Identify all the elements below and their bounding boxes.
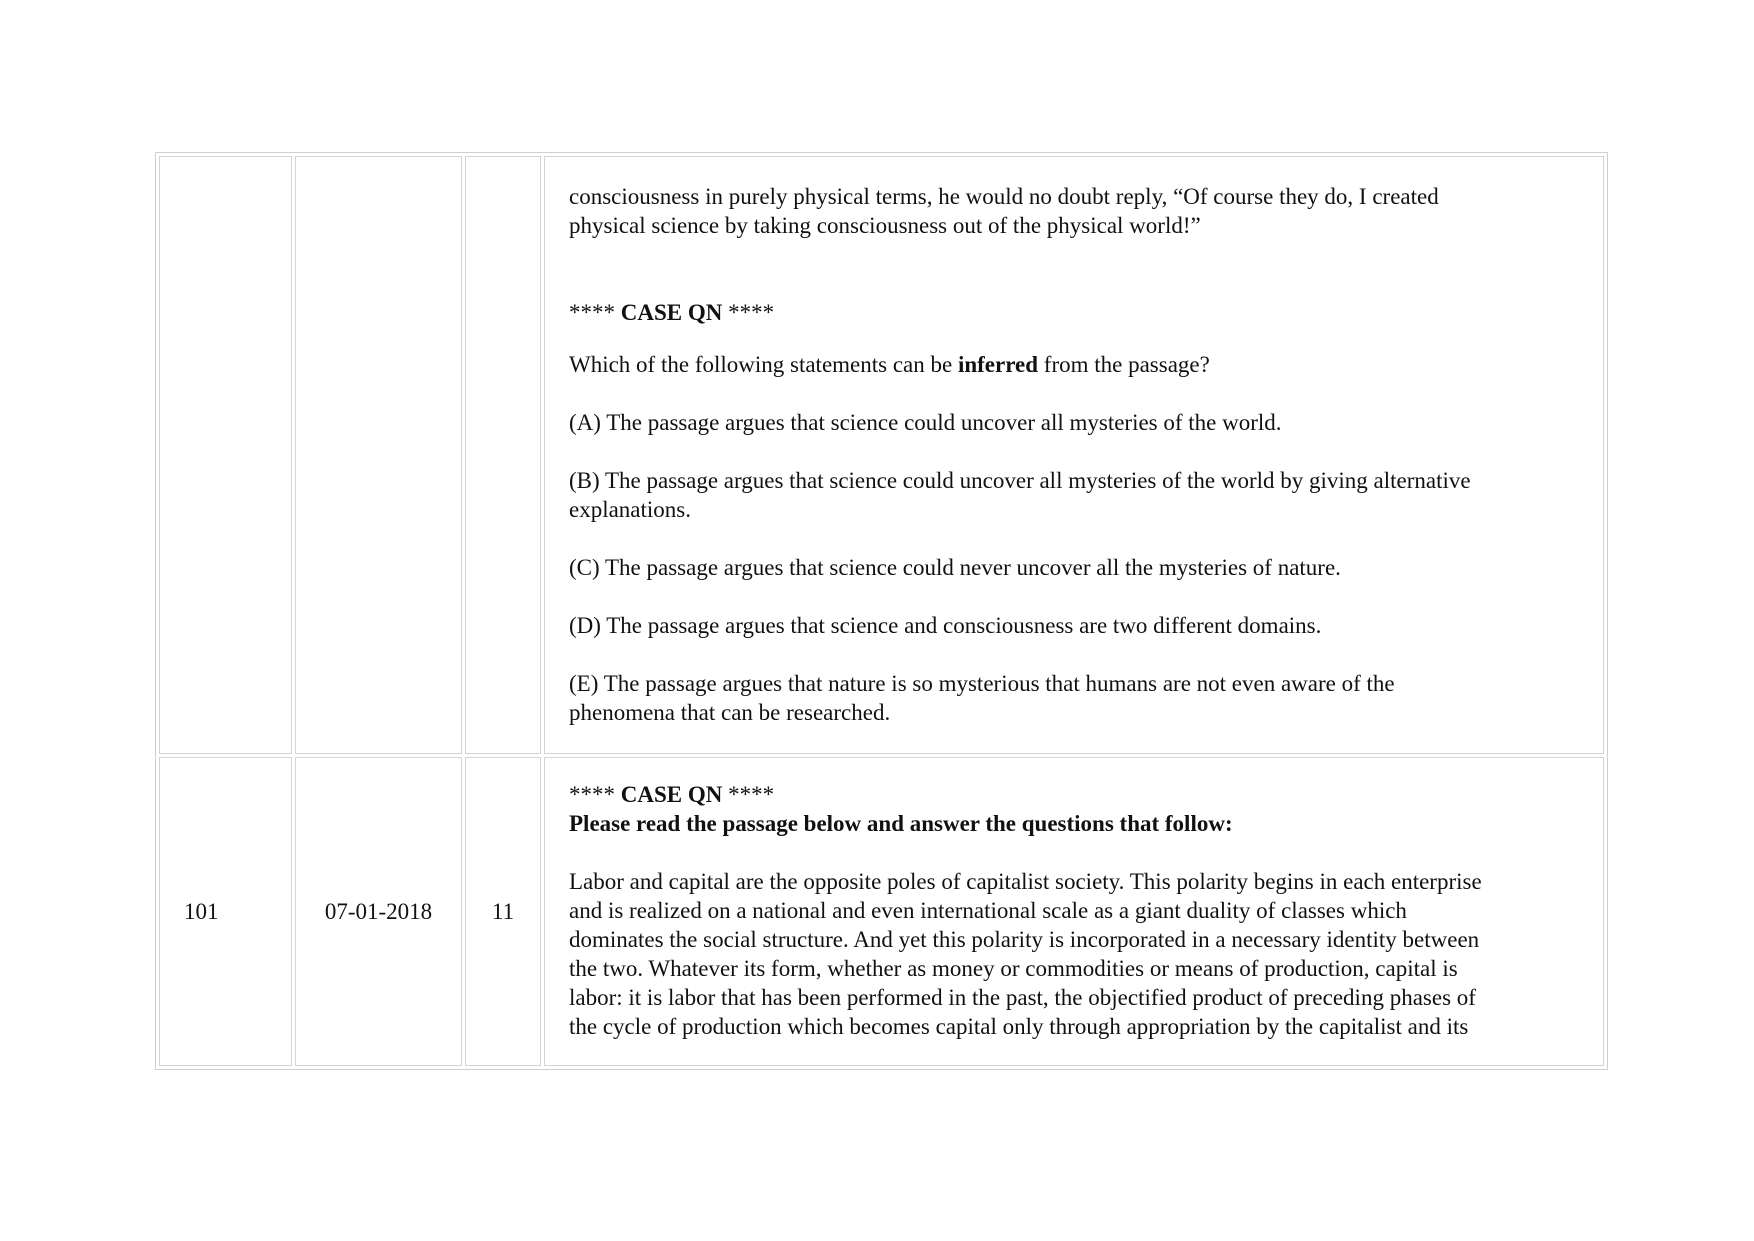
serial-cell: 101 [159,757,292,1066]
content-cell [544,757,1604,1066]
option-b: (B) The passage argues that science could uncover all mysteries of the world by giving alternative explanations. [569,467,1471,522]
option-a: (A) The passage argues that science could uncover all mysteries of the world. [569,409,1282,435]
table-row [159,757,1604,1066]
instruction: Please read the passage below and answer the questions that follow: [569,811,1233,836]
date-cell [295,156,462,754]
table-row [159,156,1604,754]
option-e: (E) The passage argues that nature is so mysterious that humans are not even aware of the phenomena that can be researched. [569,670,1395,725]
option-c: (C) The passage argues that science could never uncover all the mysteries of nature. [569,554,1341,580]
passage-continuation: consciousness in purely physical terms, he would no doubt reply, “Of course they do, I created physical science by taking consciousness out of the physical world!” [569,183,1439,238]
question-table [155,152,1608,1070]
number-cell: 11 [465,757,541,1066]
content-cell [544,156,1604,754]
date-cell: 07-01-2018 [295,757,462,1066]
case-question-header: **** CASE QN **** [569,299,775,325]
number-cell [465,156,541,754]
option-d: (D) The passage argues that science and consciousness are two different domains. [569,612,1322,638]
serial-cell [159,156,292,754]
passage: Labor and capital are the opposite poles of capitalist society. This polarity begins in each enterprise and is realized on a national and even international scale as a giant duality of classes which dominates the social structure. And yet this polarity is incorporated in a necessary identity between the two. Whatever its form, whether as money or commodities or means of production, capital is labor: it is labor that has been performed in the past, the objectified product of preceding phases of the cycle of production which becomes capital only through appropriation by the capitalist and its [569,869,1482,1039]
question-stem: Which of the following statements can be inferred from the passage? [569,351,1210,377]
case-question-header: **** CASE QN **** [569,782,775,807]
